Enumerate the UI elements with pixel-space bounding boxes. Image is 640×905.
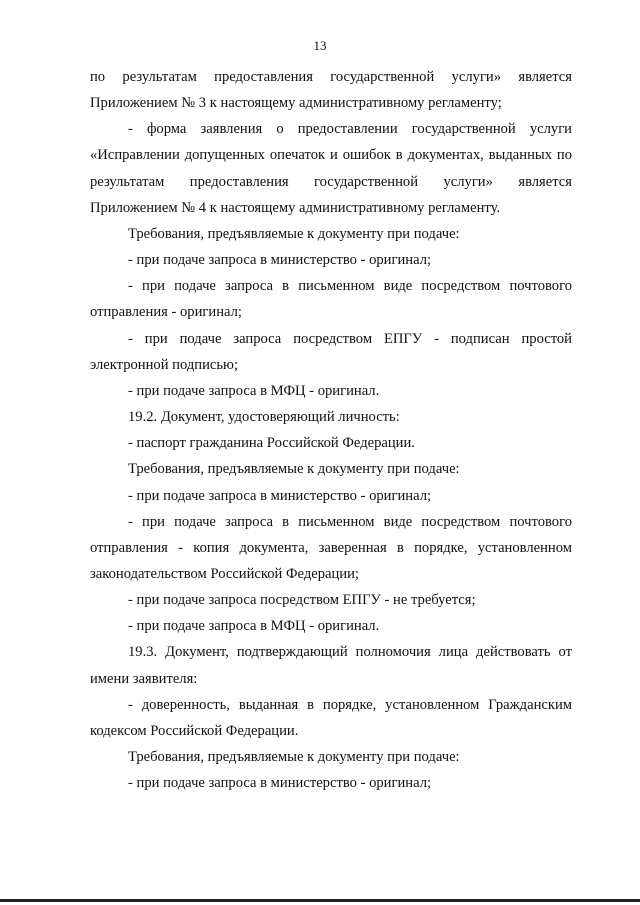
bottom-border-line [0, 899, 640, 902]
list-item: - при подаче запроса в министерство - оригинал; [128, 487, 432, 504]
list-item: - при подаче запроса в письменном виде посредством почтового отправления - оригинал; [90, 278, 572, 321]
list-item: - при подаче запроса в министерство - оригинал; [128, 252, 432, 269]
paragraph: - форма заявления о предоставлении государственной услуги «Исправлении допущенных опечаток и ошибок в документах, выданных по результатам предоставления государственной услуги» является Приложением № 4 к настоящему административному регламенту. [90, 121, 572, 216]
list-item: - при подаче запроса в письменном виде посредством почтового отправления - копия документа, заверенная в порядке, установленном законодательством Российской Федерации; [90, 513, 572, 582]
list-item: - доверенность, выданная в порядке, установленном Гражданским кодексом Российской Федерации. [90, 696, 572, 739]
list-item: - паспорт гражданина Российской Федерации. [128, 435, 415, 452]
list-item: - при подаче запроса посредством ЕПГУ - не требуется; [128, 592, 476, 609]
paragraph: Требования, предъявляемые к документу при подаче: [128, 225, 460, 242]
list-item: - при подаче запроса посредством ЕПГУ - подписан простой электронной подписью; [90, 330, 572, 373]
page-number: 13 [313, 38, 327, 53]
list-item: - при подаче запроса в министерство - оригинал; [128, 775, 432, 792]
paragraph: Требования, предъявляемые к документу при подаче: [128, 461, 460, 478]
section-heading: 19.3. Документ, подтверждающий полномочия лица действовать от имени заявителя: [90, 644, 572, 687]
paragraph: Требования, предъявляемые к документу при подаче: [128, 749, 460, 766]
paragraph: по результатам предоставления государственной услуги» является Приложением № 3 к настоящему административному регламенту; [90, 69, 572, 112]
list-item: - при подаче запроса в МФЦ - оригинал. [128, 618, 380, 635]
list-item: - при подаче запроса в МФЦ - оригинал. [128, 382, 380, 399]
section-heading: 19.2. Документ, удостоверяющий личность: [128, 409, 400, 426]
document-body [90, 64, 572, 796]
